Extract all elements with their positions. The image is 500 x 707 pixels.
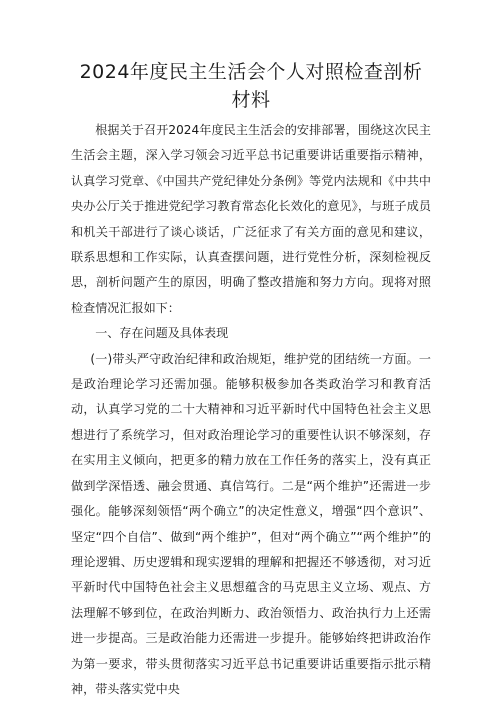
intro-paragraph: 根据关于召开2024年度民主生活会的安排部署，围绕这次民主生活会主题，深入学习领会习近平总书记重要讲话重要指示精神，认真学习党章、《中国共产党纪律处分条例》等党内法规和《中共中央办公厅关于推进党纪学习教育常态化长效化的意见》，与班子成员和机关干部进行了谈心谈话，广泛征求了有关方面的意见和建议，联系思想和工作实际，认真查摆问题，进行党性分析，深刻检视反思，剖析问题产生的原因，明确了整改措施和努力方向。现将对照检查情况汇报如下： (71, 123, 431, 315)
document-title (71, 58, 431, 114)
title-line-2: 材料 (231, 89, 271, 111)
title-line-1: 2024年度民主生活会个人对照检查剖析 (79, 61, 423, 83)
section-heading-1: 一、存在问题及具体表现 (95, 326, 229, 341)
section-body-1: (一)带头严守政治纪律和政治规矩，维护党的团结统一方面。一是政治理论学习还需加强。能够积极参加各类政治学习和教育活动，认真学习党的二十大精神和习近平新时代中国特色社会主义思想进行了系统学习，但对政治理论学习的重要性认识不够深刻，存在实用主义倾向，把更多的精力放在工作任务的落实上，没有真正做到学深悟透、融会贯通、真信笃行。二是“两个维护”还需进一步强化。能够深刻领悟“两个确立”的决定性意义，增强“四个意识”、坚定“四个自信”、做到“两个维护”，但对“两个确立”“两个维护”的理论逻辑、历史逻辑和现实逻辑的理解和把握还不够透彻，对习近平新时代中国特色社会主义思想蕴含的马克思主义立场、观点、方法理解不够到位，在政治判断力、政治领悟力、政治执行力上还需进一步提高。三是政治能力还需进一步提升。能够始终把讲政治作为第一要求，带头贯彻落实习近平总书记重要讲话重要指示批示精神，带头落实党中央 (71, 351, 431, 696)
